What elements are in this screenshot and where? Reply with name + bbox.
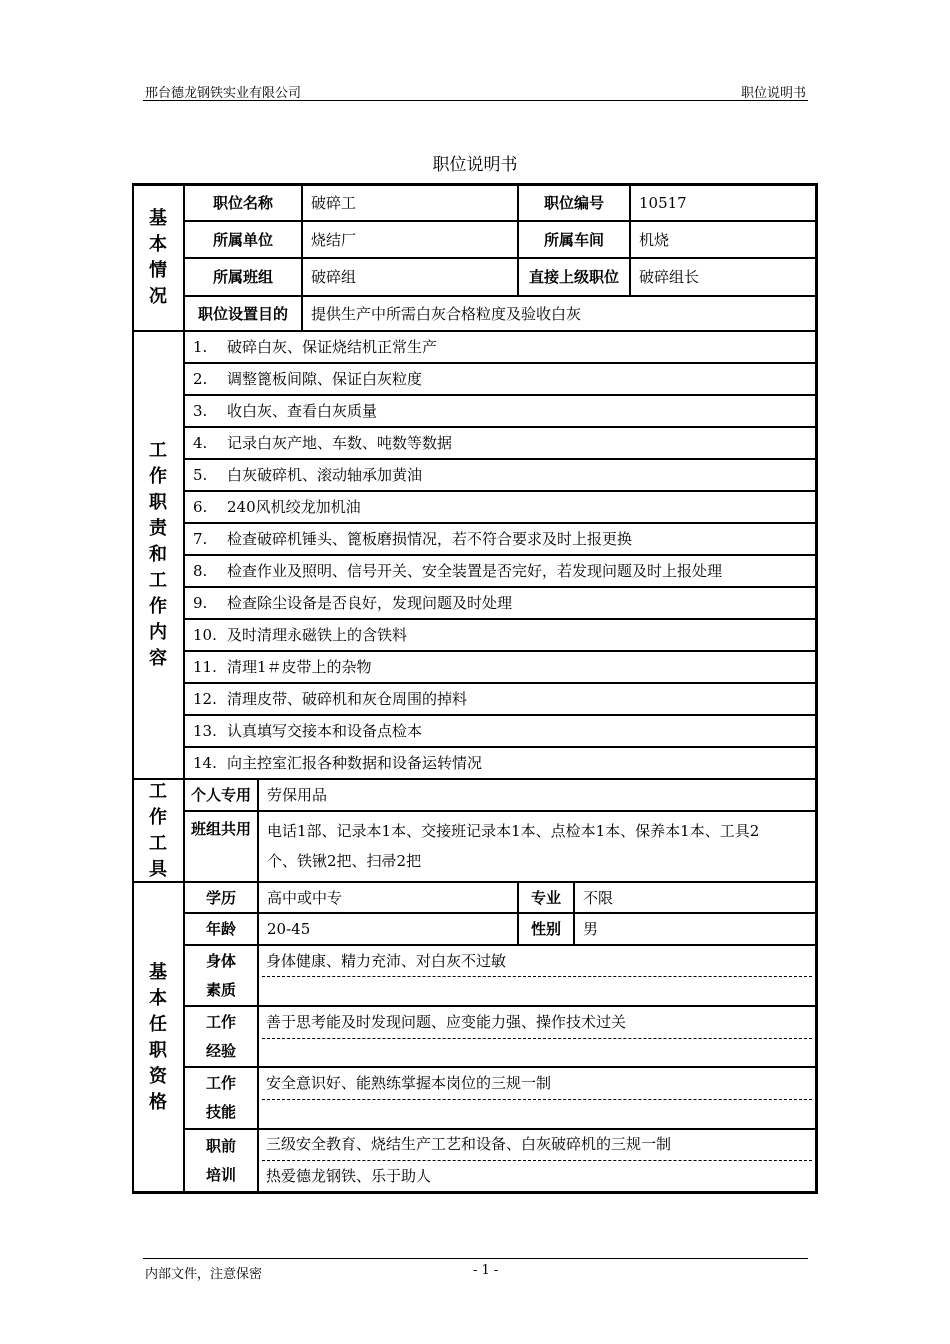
health-value: 身体健康、精力充沛、对白灰不过敏	[266, 952, 507, 970]
gender-label: 性别	[518, 913, 574, 945]
team-value: 破碎组	[302, 258, 518, 296]
training-value: 三级安全教育、烧结生产工艺和设备、白灰破碎机的三规一制	[266, 1135, 672, 1153]
duty-item: 14. 向主控室汇报各种数据和设备运转情况	[184, 747, 816, 779]
training-value-2: 热爱德龙钢铁、乐于助人	[266, 1167, 432, 1185]
age-value: 20-45	[258, 913, 518, 945]
major-label: 专业	[518, 882, 574, 913]
team-label: 所属班组	[184, 258, 302, 296]
confidential-note: 内部文件，注意保密	[145, 1267, 263, 1282]
workshop-label: 所属车间	[518, 221, 630, 258]
duty-item: 9. 检查除尘设备是否良好，发现问题及时处理	[184, 587, 816, 619]
gender-value: 男	[574, 913, 816, 945]
health-label: 身体 素质	[184, 945, 258, 1006]
dashed-divider	[262, 976, 812, 977]
shared-tools-value	[258, 811, 816, 882]
personal-tools-value: 劳保用品	[258, 779, 816, 811]
skill-label: 工作 技能	[184, 1067, 258, 1129]
major-value: 不限	[574, 882, 816, 913]
dashed-divider	[262, 1099, 812, 1100]
purpose-label: 职位设置目的	[184, 296, 302, 331]
duty-item: 12. 清理皮带、破碎机和灰仓周围的掉料	[184, 683, 816, 715]
document-title: 职位说明书	[432, 155, 518, 175]
dashed-divider	[262, 1160, 812, 1161]
education-value: 高中或中专	[258, 882, 518, 913]
page-number: - 1 -	[473, 1263, 499, 1278]
experience-label: 工作 经验	[184, 1006, 258, 1067]
section-qualifications: 基 本 任 职 资 格	[132, 882, 184, 1193]
personal-tools-label: 个人专用	[184, 779, 258, 811]
duty-item: 6. 240风机绞龙加机油	[184, 491, 816, 523]
workshop-value: 机烧	[630, 221, 816, 258]
superior-label: 直接上级职位	[518, 258, 630, 296]
age-label: 年龄	[184, 913, 258, 945]
company-name: 邢台德龙钢铁实业有限公司	[145, 86, 302, 101]
position-code-label: 职位编号	[518, 185, 630, 221]
duty-item: 2. 调整篦板间隙、保证白灰粒度	[184, 363, 816, 395]
position-name-label: 职位名称	[184, 185, 302, 221]
duty-item: 13. 认真填写交接本和设备点检本	[184, 715, 816, 747]
position-code-value: 10517	[630, 185, 816, 221]
duty-item: 7. 检查破碎机锤头、篦板磨损情况，若不符合要求及时上报更换	[184, 523, 816, 555]
section-duties: 工 作 职 责 和 工 作 内 容	[132, 331, 184, 779]
shared-tools-line: 电话1部、记录本1本、交接班记录本1本、点检本1本、保养本1本、工具2	[267, 822, 760, 840]
page-header	[143, 82, 808, 101]
education-label: 学历	[184, 882, 258, 913]
header-doc-type: 职位说明书	[740, 86, 806, 101]
duty-item: 8. 检查作业及照明、信号开关、安全装置是否完好，若发现问题及时上报处理	[184, 555, 816, 587]
purpose-value: 提供生产中所需白灰合格粒度及验收白灰	[302, 296, 816, 331]
dashed-divider	[262, 1038, 812, 1039]
page-footer	[143, 1258, 808, 1282]
unit-value: 烧结厂	[302, 221, 518, 258]
shared-tools-line: 个、铁锹2把、扫帚2把	[267, 852, 422, 870]
skill-value: 安全意识好、能熟练掌握本岗位的三规一制	[266, 1074, 552, 1092]
duty-item: 3. 收白灰、查看白灰质量	[184, 395, 816, 427]
duty-item: 10. 及时清理永磁铁上的含铁料	[184, 619, 816, 651]
duty-item: 4. 记录白灰产地、车数、吨数等数据	[184, 427, 816, 459]
training-label: 职前 培训	[184, 1129, 258, 1193]
superior-value: 破碎组长	[630, 258, 816, 296]
experience-value: 善于思考能及时发现问题、应变能力强、操作技术过关	[266, 1013, 627, 1031]
position-name-value: 破碎工	[302, 185, 518, 221]
section-basic-info: 基 本 情 况	[132, 185, 184, 331]
shared-tools-label: 班组共用	[184, 811, 258, 882]
unit-label: 所属单位	[184, 221, 302, 258]
section-tools: 工 作 工 具	[132, 779, 184, 882]
duty-item: 1. 破碎白灰、保证烧结机正常生产	[184, 331, 816, 363]
duty-item: 5. 白灰破碎机、滚动轴承加黄油	[184, 459, 816, 491]
duty-item: 11. 清理1＃皮带上的杂物	[184, 651, 816, 683]
